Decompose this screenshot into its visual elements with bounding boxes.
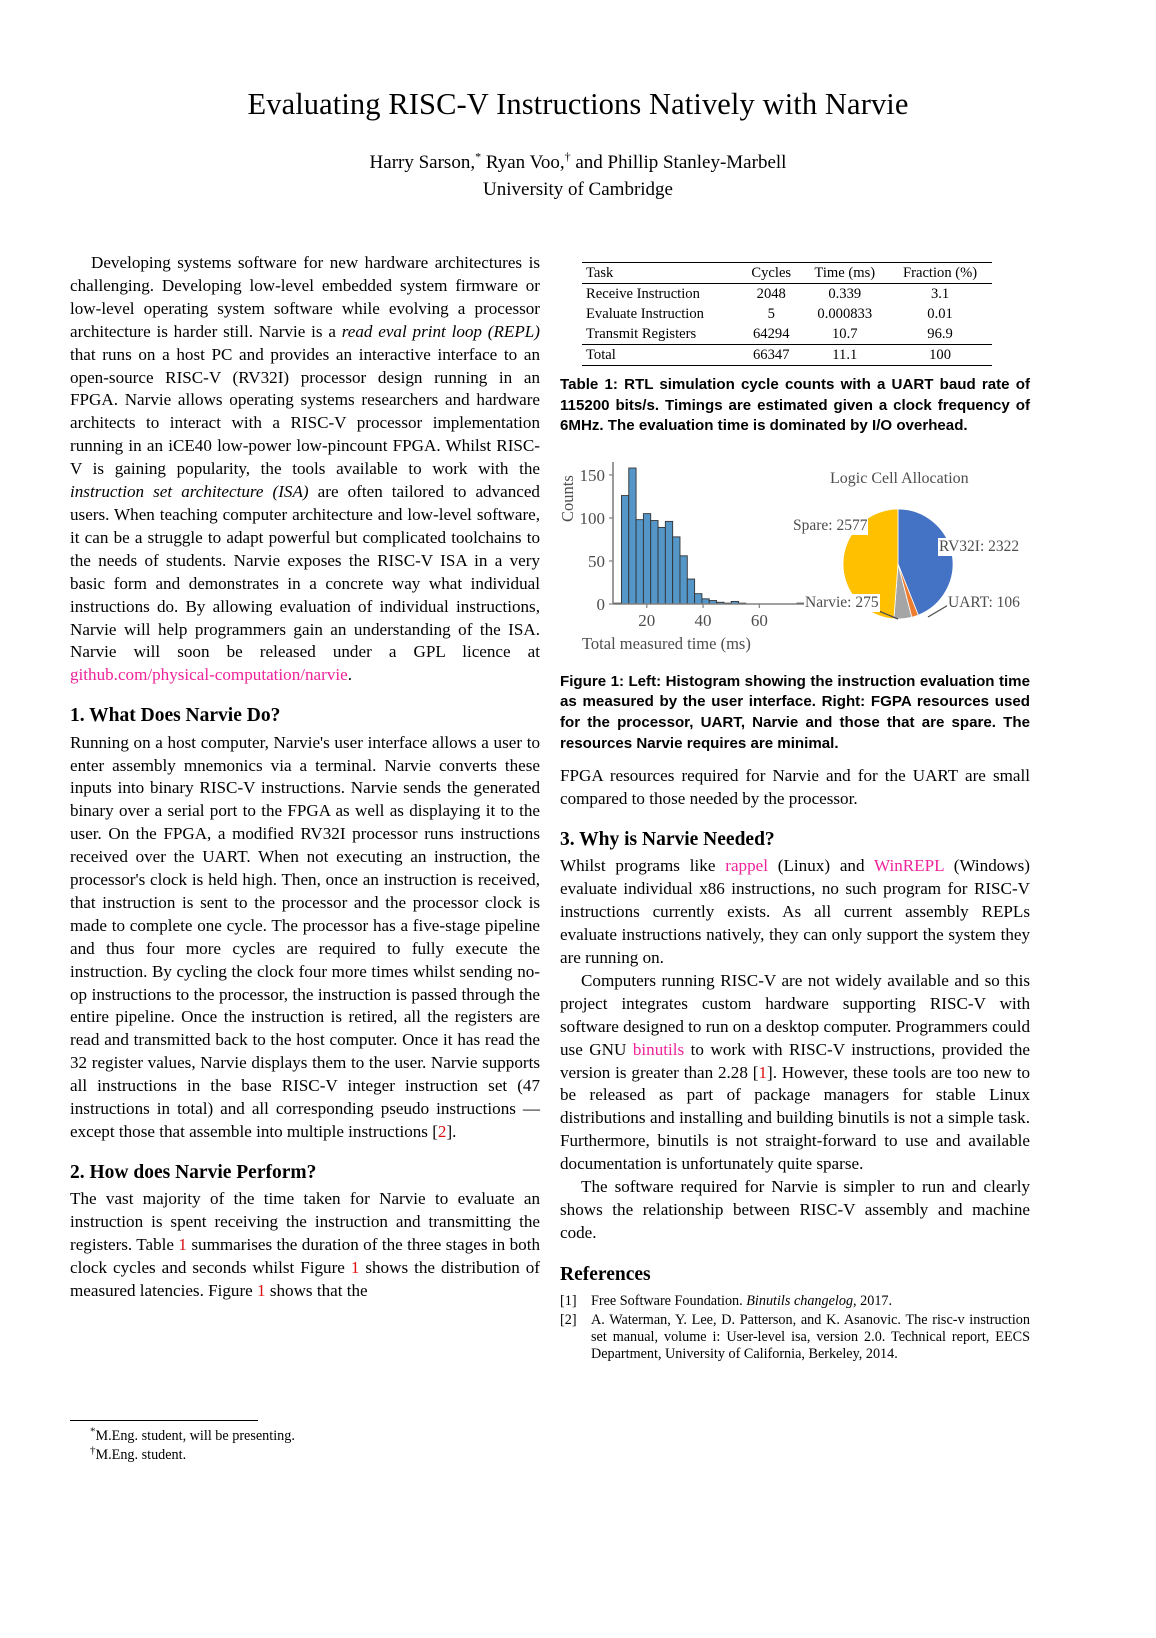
section-3-p2-text-c: ]. However, these tools are too new to be released as part of package managers for stable Linux distributions and installing and building binutils is not a simple task. Furthermore, binutils is not straight-forward to use and available documentation is unfortunately quite sparse. (560, 1062, 1030, 1174)
section-3-p2-text-a: Computers running RISC-V are not widely available and so this project integrates custom hardware supporting RISC-V with software designed to run on a desktop computer. Programmers could use GNU (560, 970, 1030, 1059)
footnote-2-text: M.Eng. student. (95, 1447, 187, 1463)
histogram-bar (643, 513, 650, 603)
y-axis-ticks (580, 466, 614, 614)
section-3-heading: 3. Why is Narvie Needed? (560, 828, 775, 850)
section-2-text-a: The vast majority of the time taken for Narvie to evaluate an instruction is spent receiving the instruction and transmitting the registers. Table (70, 1189, 540, 1255)
cell-time: 0.339 (828, 285, 862, 302)
cell-fraction: 96.9 (927, 325, 953, 342)
reference-title-italic: Binutils changelog (746, 1293, 854, 1310)
table-body (582, 284, 992, 366)
footnote-divider (70, 1420, 258, 1421)
fpga-resources-paragraph: FPGA resources required for Narvie and for the UART are small compared to those needed by the processor. (560, 766, 1030, 809)
narvie-repo-link[interactable]: github.com/physical-computation/narvie (70, 665, 348, 685)
references-heading: References (560, 1263, 651, 1285)
intro-emphasis-repl: read eval print loop (REPL) (341, 321, 540, 341)
table-col-time: Time (ms) (801, 263, 888, 284)
histogram-bars (614, 468, 804, 604)
table-header-row (582, 263, 992, 284)
section-2-text-c: shows the distribution of measured latencies. Figure (70, 1258, 540, 1300)
table-1-block (560, 262, 1030, 437)
intro-text-b: that runs on a host PC and provides an interactive interface to an open-source RISC-V (RV32I) processor design running in an FPGA. Narvie allows operating systems researchers and hardware architects to interact with a RISC-V processor implementation running in an iCE40 low-power low-pincount FPGA. Whilst RISC-V is gaining popularity, the tools available to work with the (70, 344, 540, 479)
figure-1-reference-b[interactable]: 1 (257, 1280, 266, 1300)
footnote-2-marker: † (90, 1444, 96, 1457)
y-tick-label: 50 (588, 551, 605, 571)
section-3-text-b: (Linux) and (767, 856, 875, 876)
cell-task: Evaluate Instruction (586, 305, 704, 322)
section-2-heading: 2. How does Narvie Perform? (70, 1161, 317, 1183)
pie-chart (793, 454, 1030, 659)
histogram-bar (673, 537, 680, 604)
table-1-reference[interactable]: 1 (178, 1235, 187, 1255)
section-3-paragraph-2 (560, 970, 1030, 1176)
section-3-paragraph-3: The software required for Narvie is simpler to run and clearly shows the relationship between RISC-V assembly and machine code. (560, 1177, 1030, 1242)
y-axis-label: Counts (558, 475, 577, 522)
histogram-bar (658, 527, 665, 604)
intro-text-c: are often tailored to advanced users. When teaching computer architecture and low-level software, it can be a struggle to adapt powerful but complicated toolchains to the needs of students. Narvie exposes the RISC-V ISA in a very basic form and demonstrates in a concrete way what individual instructions do. By allowing evaluation of individual instructions, Narvie will help programmers gain an understanding of the ISA. Narvie will soon be released under a GPL licence at (70, 482, 540, 662)
cell-task: Receive Instruction (586, 285, 700, 302)
affiliation: University of Cambridge (483, 179, 673, 201)
cell-cycles: 2048 (756, 285, 786, 302)
pie-label-rv32i: RV32I: 2322 (939, 537, 1020, 555)
section-1-text-a: Running on a host computer, Narvie's user interface allows a user to enter assembly mnemonics via a terminal. Narvie converts these inputs into binary RISC-V instructions. Narvie sends the generated binary over a serial port to the FPGA as well as displaying it to the user. On the FPGA, a modified RV32I processor runs instructions received over the UART. When not executing an instruction, the processor's clock is held high. Then, once an instruction is received, that instruction is sent to the processor and the processor clock is made to complete one cycle. The processor has a five-stage pipeline and thus four more cycles are required to fully execute the instruction. By cycling the clock four more times whilst sending no-op instructions to the processor, the instruction is passed through the entire pipeline. Once the instruction is retired, all the registers are read and transmitted back to the host computer. Once it has read the 32 register values, Narvie displays them to the user. Narvie supports all instructions in the base RISC-V integer instruction set (47 instructions in total) and all corresponding pseudo instructions — except those that assemble into multiple instructions [ (70, 732, 540, 1142)
right-column (560, 252, 1030, 1365)
section-2-text-d: shows that the (265, 1280, 368, 1300)
pie-chart-title: Logic Cell Allocation (830, 469, 969, 487)
author-stanley-marbell: and Phillip Stanley-Marbell (570, 151, 787, 173)
section-3-p2-text-b: to work with RISC-V instructions, provided the version is greater than 2.28 [ (560, 1039, 1030, 1082)
author-list (0, 149, 1156, 177)
y-tick-label: 0 (596, 594, 605, 614)
histogram-svg (560, 454, 812, 659)
author-sarson: Harry Sarson, (369, 151, 476, 173)
histogram-bar (695, 593, 702, 603)
reference-item (560, 1312, 1030, 1364)
table-row (582, 284, 992, 305)
pie-label-spare: Spare: 2577 (793, 516, 868, 534)
table-row (582, 304, 992, 324)
cell-cycles: 64294 (753, 325, 790, 342)
section-3-paragraph-1 (560, 855, 1030, 970)
cell-task: Transmit Registers (586, 325, 697, 342)
intro-text-a: Developing systems software for new hardware architectures is challenging. Developing low-level embedded system firmware or low-level operating system software while evolving a processor architecture is harder still. Narvie is a (70, 253, 540, 341)
winrepl-link[interactable]: WinREPL (874, 856, 944, 876)
reference-number: [1] (560, 1293, 577, 1310)
reference-number: [2] (560, 1311, 577, 1328)
figure-1-reference-a[interactable]: 1 (350, 1258, 360, 1278)
section-2-paragraph (70, 1188, 540, 1303)
figure-1-caption: Figure 1: Left: Histogram showing the instruction evaluation time as measured by the user interface. Right: FGPA resources used for the processor, UART, Narvie and those that are spare. The resources Narvie requires are minimal. (560, 672, 1030, 752)
section-1-text-b: ]. (446, 1122, 457, 1142)
reference-text-a: A. Waterman, Y. Lee, D. Patterson, and K. Asanovic. The risc-v instruction set manual, volume i: User-level isa, version 2.0. Technical report, EECS Department, University of California, Berkeley, 2014. (591, 1311, 1030, 1363)
references-list (560, 1293, 1030, 1364)
histogram-bar (665, 521, 672, 604)
histogram-bar (621, 495, 628, 603)
cell-fraction: 0.01 (927, 305, 953, 322)
figure-1 (560, 454, 1030, 659)
section-3-text-a: Whilst programs like (560, 856, 726, 876)
author-footnote-marker-1: * (475, 149, 482, 164)
paper-header (0, 0, 1156, 204)
cell-fraction-total: 100 (888, 345, 992, 366)
table-1-caption: Table 1: RTL simulation cycle counts with a UART baud rate of 115200 bits/s. Timings are estimated given a clock frequency of 6MHz. The evaluation time is dominated by I/O overhead. (560, 376, 1030, 435)
footnote-1-marker: * (90, 1425, 96, 1438)
table-col-task: Task (582, 263, 741, 284)
reference-item (560, 1293, 1030, 1310)
citation-2[interactable]: 2 (437, 1122, 447, 1142)
cell-cycles: 5 (767, 305, 775, 322)
footnote-1 (90, 1427, 490, 1446)
reference-text-a: Free Software Foundation. (591, 1293, 747, 1310)
citation-1[interactable]: 1 (758, 1062, 767, 1082)
left-column (70, 252, 540, 1303)
cell-task-total: Total (582, 345, 741, 366)
histogram-bar (687, 579, 694, 604)
author-footnote-marker-2: † (564, 149, 571, 164)
two-column-body (0, 252, 1156, 1452)
footnote-1-text: M.Eng. student, will be presenting. (95, 1428, 295, 1444)
section-2-text-b: summarises the duration of the three stages in both clock cycles and seconds whilst Figure (70, 1235, 540, 1278)
x-tick-label: 40 (694, 610, 712, 630)
cell-cycles-total: 66347 (741, 345, 801, 366)
intro-paragraph (70, 252, 540, 687)
table-row (582, 324, 992, 345)
cell-fraction: 3.1 (930, 285, 950, 302)
section-1-heading: 1. What Does Narvie Do? (70, 705, 281, 727)
histogram-bar (651, 520, 658, 603)
x-tick-label: 60 (750, 610, 768, 630)
table-total-row (582, 345, 992, 366)
page-title: Evaluating RISC-V Instructions Natively with Narvie (247, 87, 909, 121)
x-tick-label: 20 (638, 610, 656, 630)
pie-label-uart: UART: 106 (948, 593, 1020, 611)
histogram-bar (636, 519, 643, 603)
intro-text-d: . (347, 665, 352, 685)
footnotes-block (70, 1420, 490, 1465)
x-axis-ticks (638, 604, 768, 630)
histogram-bar (629, 468, 636, 604)
cell-time: 0.000833 (817, 305, 873, 322)
pie-label-narvie: Narvie: 275 (805, 593, 879, 611)
reference-text-b: , 2017. (853, 1293, 893, 1310)
intro-emphasis-isa: instruction set architecture (ISA) (70, 482, 309, 502)
histogram-bar (680, 556, 687, 604)
footnote-2 (90, 1446, 490, 1465)
table-1 (582, 262, 992, 366)
x-axis-label: Total measured time (ms) (582, 633, 751, 653)
histogram-chart (560, 454, 812, 659)
author-voo: Ryan Voo, (481, 151, 565, 173)
y-tick-label: 150 (579, 465, 605, 485)
section-1-paragraph (70, 732, 540, 1144)
binutils-link[interactable]: binutils (632, 1039, 685, 1059)
cell-time-total: 11.1 (801, 345, 888, 366)
table-col-cycles: Cycles (741, 263, 801, 284)
rappel-link[interactable]: rappel (725, 856, 768, 876)
table-col-fraction: Fraction (%) (888, 263, 992, 284)
section-3-text-c: (Windows) evaluate individual x86 instructions, no such program for RISC-V instructions currently exists. As all current assembly REPLs evaluate instructions natively, they can only support the system they are running on. (560, 856, 1030, 967)
cell-time: 10.7 (832, 325, 858, 342)
y-tick-label: 100 (579, 508, 605, 528)
